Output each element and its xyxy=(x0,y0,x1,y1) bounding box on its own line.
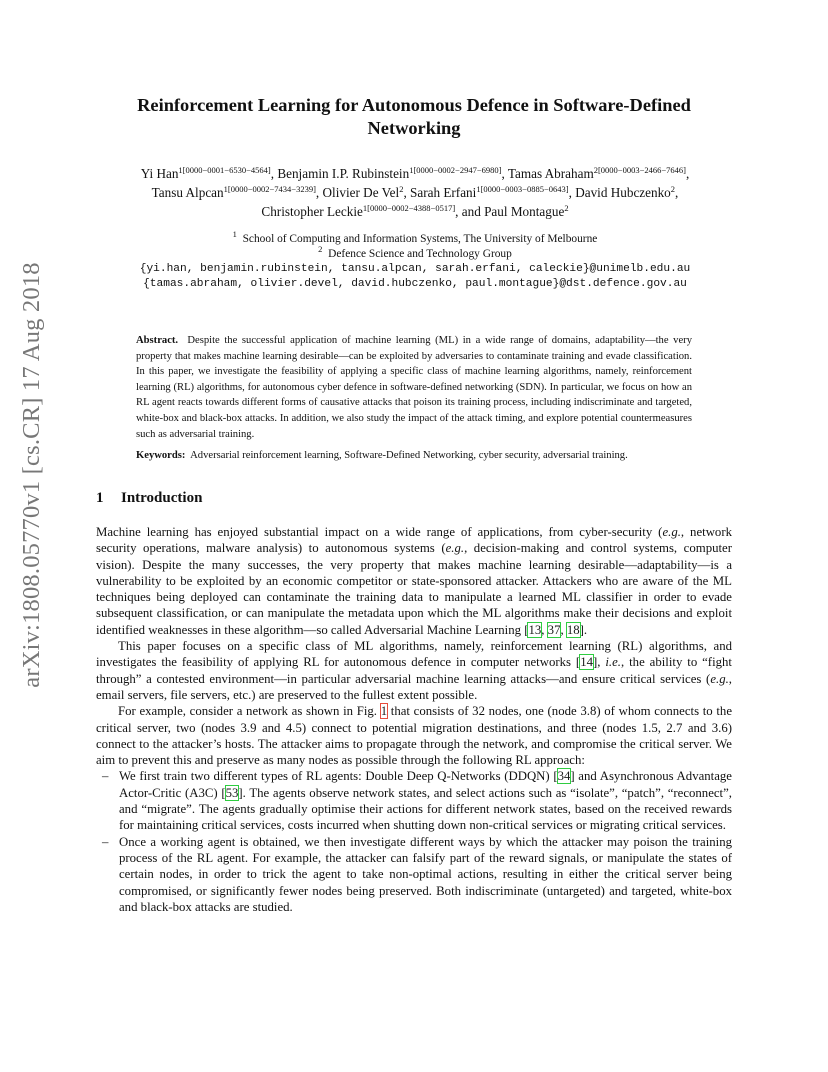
abstract-label: Abstract. xyxy=(136,335,179,346)
abbrev: i.e. xyxy=(605,655,621,670)
keywords-label: Keywords: xyxy=(136,450,186,461)
text: ], xyxy=(592,655,606,670)
text: Machine learning has enjoyed substantial impact on a wide range of applications, from cyber-security ( xyxy=(96,525,663,539)
list-item xyxy=(96,768,732,833)
section-body xyxy=(96,524,732,915)
author-affil: 2 xyxy=(670,184,676,194)
paper-title: Reinforcement Learning for Autonomous Defence in Software-Defined Networking xyxy=(137,95,691,138)
section-number: 1 xyxy=(96,490,104,506)
author-name: , Olivier De Vel xyxy=(315,185,400,200)
abstract-text: Despite the successful application of machine learning (ML) in a wide range of domains, adaptability—the very property that makes machine learning desirable—can be exploited by adversaries to contaminate training and evade classification. In this paper, we investigate the feasibility of applying a specific class of machine learning algorithms, namely, reinforcement learning (RL) algorithms, for autonomous cyber defence in software-defined networking (SDN). In particular, we focus on how an RL agent reacts towards different forms of causative attacks that poison its training process, including indiscriminate and targeted, white-box and black-box attacks. In addition, we also study the impact of the attack timing, and explore potential countermeasures such as adversarial training. xyxy=(136,335,692,440)
text: , email servers, file servers, etc.) are preserved to the fullest extent possible. xyxy=(96,671,732,702)
text: , xyxy=(560,622,567,637)
paragraph-3 xyxy=(96,703,732,768)
author-name: , David Hubczenko xyxy=(568,185,671,200)
text: , the ability to “fight through” a contested environment—in particular adversarial machine learning attacks—and ensure critical services ( xyxy=(96,655,732,686)
affiliation-1 xyxy=(90,229,740,247)
paragraph-1 xyxy=(96,524,732,638)
author-orcid: 1[0000−0002−4388−0517] xyxy=(362,203,456,213)
author-affil: 2 xyxy=(399,184,404,194)
affiliation-text: Defence Science and Technology Group xyxy=(328,248,512,260)
email-line-2: {tamas.abraham, olivier.devel, david.hubczenko, paul.montague}@dst.defence.gov.au xyxy=(143,278,687,290)
author-separator: , xyxy=(686,166,690,181)
list-item xyxy=(96,834,732,915)
figure-link[interactable]: 1 xyxy=(380,704,388,719)
author-orcid: 1[0000−0002−7434−3239] xyxy=(223,184,316,194)
affiliation-text: School of Computing and Information Systems, The University of Melbourne xyxy=(242,233,598,245)
citation-link[interactable]: 34 xyxy=(557,769,571,784)
email-line-1: {yi.han, benjamin.rubinstein, tansu.alpcan, sarah.erfani, caleckie}@unimelb.edu.au xyxy=(139,263,691,275)
text: ]. xyxy=(579,622,588,637)
citation-link[interactable]: 53 xyxy=(225,785,239,800)
text: ] and Asynchronous Advantage Actor-Critic (A3C) [ xyxy=(119,769,732,800)
author-list xyxy=(90,164,740,221)
text: ]. The agents observe network states, and select actions such as “isolate”, “patch”, “reconnect”, and “migrate”. The agents gradually optimise their actions for different network states, based on the received rewards for maintaining critical services, costs incurred when shutting down non-critical services or migrating critical services. xyxy=(119,785,732,833)
author-name: , Benjamin I.P. Rubinstein xyxy=(270,166,410,181)
text: that consists of 32 nodes, one (node 3.8) of whom connects to the critical server, two (nodes 3.9 and 4.5) connect to potential migration destinations, and three (nodes 1.5, 2.7 and 3.6) connect to the attacker’s hosts. The attacker aims to propagate through the network, and compromise the critical server. We aim to prevent this and preserve as many nodes as possible through the following RL approach: xyxy=(96,704,732,768)
author-orcid: 1[0000−0001−6530−4564] xyxy=(178,165,271,175)
text: Once a working agent is obtained, we then investigate different ways by which the attacker may poison the training process of the RL agent. For example, the attacker can falsify part of the reward signals, or manipulate the states of certain nodes, in order to trick the agent to take non-optimal actions, resulting in either the critical server being compromised, or significantly fewer nodes being preserved. Both indiscriminate (untargeted) and targeted, white-box and black-box attacks are studied. xyxy=(119,834,732,914)
author-orcid: 1[0000−0002−2947−6980] xyxy=(409,165,502,175)
abstract xyxy=(136,333,692,442)
citation-link[interactable]: 37 xyxy=(547,622,561,637)
author-name: , Tamas Abraham xyxy=(501,166,594,181)
author-affil: 2 xyxy=(564,203,569,213)
affiliation-marker: 1 xyxy=(232,229,237,239)
abbrev: e.g. xyxy=(662,525,681,539)
abbrev: e.g. xyxy=(445,541,465,556)
abbrev: e.g. xyxy=(710,671,729,686)
text: This paper focuses on a specific class of ML algorithms, namely, reinforcement learning (RL) algorithms, and investigates the feasibility of applying RL for autonomous defence in computer networks [ xyxy=(96,639,732,670)
text: , network security operations, malware analysis) to autonomous systems ( xyxy=(96,525,732,556)
citation-link[interactable]: 18 xyxy=(566,622,580,637)
text: We first train two different types of RL agents: Double Deep Q-Networks (DDQN) [ xyxy=(119,769,558,784)
keywords xyxy=(136,448,696,463)
citation-link[interactable]: 13 xyxy=(528,622,542,637)
bullet-dash: – xyxy=(102,769,109,784)
text: For example, consider a network as shown in Fig. xyxy=(118,704,381,719)
author-name: , and Paul Montague xyxy=(455,204,565,219)
bullet-dash: – xyxy=(102,834,109,849)
arxiv-identifier: arXiv:1808.05770v1 [cs.CR] 17 Aug 2018 xyxy=(18,262,45,688)
author-orcid: 2[0000−0003−2466−7646] xyxy=(593,165,687,175)
arxiv-side-stamp xyxy=(14,262,50,688)
author-orcid: 1[0000−0003−0885−0643] xyxy=(476,184,569,194)
affiliations xyxy=(90,229,740,292)
affiliation-marker: 2 xyxy=(318,244,323,254)
affiliation-2 xyxy=(90,244,740,262)
approach-list xyxy=(96,768,732,915)
section-heading xyxy=(96,490,202,507)
keywords-text: Adversarial reinforcement learning, Software-Defined Networking, cyber security, adversarial training. xyxy=(190,450,628,461)
citation-link[interactable]: 14 xyxy=(580,655,593,670)
author-name: , Sarah Erfani xyxy=(403,185,477,200)
text: , decision-making and control systems, computer vision). Despite the many successes, the very property that makes machine learning desirable—adaptability—is a vulnerability to be exploited by an economic competitor or state-sponsored attacker. Attackers who are aware of the ML techniques being deployed can contaminate the training data to manipulate a learned ML classifier in order to evade subsequent classification, or can manipulate the metadata upon which the ML algorithms make their decisions and exploit identified weaknesses in these algorithm—so called Adversarial Machine Learning [ xyxy=(96,541,732,637)
text: , xyxy=(541,622,548,637)
author-name: Tansu Alpcan xyxy=(151,185,224,200)
author-name: Christopher Leckie xyxy=(261,204,363,219)
section-title: Introduction xyxy=(121,490,203,506)
author-name: Yi Han xyxy=(140,166,179,181)
author-separator: , xyxy=(675,185,679,200)
paragraph-2 xyxy=(96,638,732,703)
